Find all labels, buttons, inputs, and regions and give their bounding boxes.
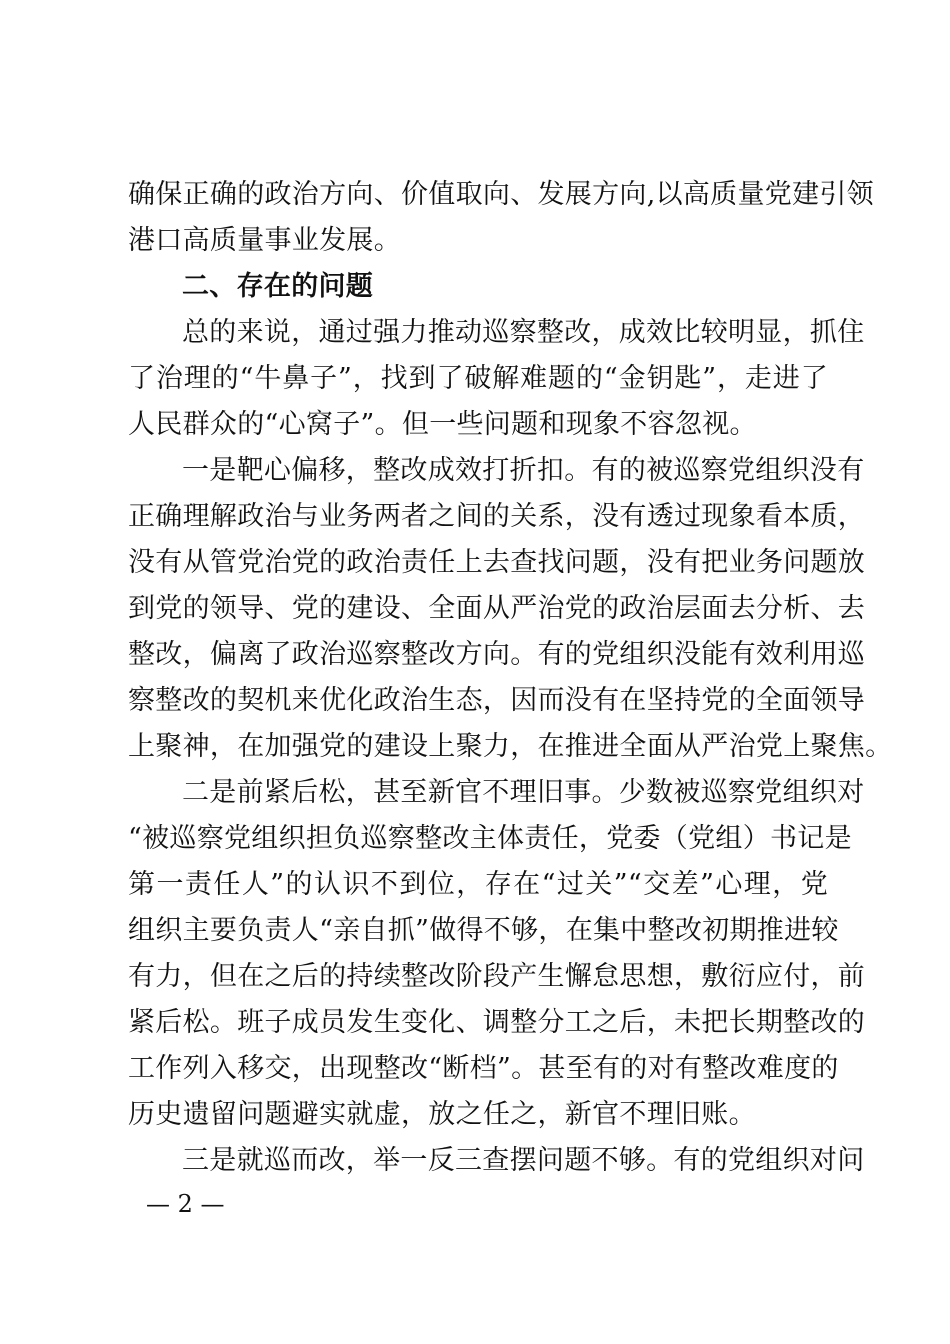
section-heading: 二、存在的问题 (182, 271, 374, 302)
text-line: 了治理的“牛鼻子”，找到了破解难题的“金钥匙”，走进了 (128, 363, 828, 394)
text-line: 上聚神，在加强党的建设上聚力，在推进全面从严治党上聚焦。 (128, 731, 893, 762)
text-line: 第一责任人”的认识不到位，存在“过关”“交差”心理，党 (128, 869, 828, 900)
text-line: 历史遗留问题避实就虚，放之任之，新官不理旧账。 (128, 1099, 756, 1130)
text-line: 没有从管党治党的政治责任上去查找问题，没有把业务问题放 (128, 547, 866, 578)
text-line: “被巡察党组织担负巡察整改主体责任，党委（党组）书记是 (128, 823, 852, 854)
text-line: 有力，但在之后的持续整改阶段产生懈怠思想，敷衍应付，前 (128, 961, 866, 992)
text-line: 紧后松。班子成员发生变化、调整分工之后，未把长期整改的 (128, 1007, 866, 1038)
text-line: 到党的领导、党的建设、全面从严治党的政治层面去分析、去 (128, 593, 866, 624)
text-line: 组织主要负责人“亲自抓”做得不够，在集中整改初期推进较 (128, 915, 839, 946)
text-line: 整改，偏离了政治巡察整改方向。有的党组织没能有效利用巡 (128, 639, 866, 670)
text-line: 正确理解政治与业务两者之间的关系，没有透过现象看本质， (128, 501, 866, 532)
text-line: 港口高质量事业发展。 (128, 225, 401, 256)
body-text (128, 172, 893, 1184)
text-line: 察整改的契机来优化政治生态，因而没有在坚持党的全面领导 (128, 685, 866, 716)
text-line: 人民群众的“心窝子”。但一些问题和现象不容忽视。 (128, 409, 757, 440)
paragraph-first-line: 二是前紧后松，甚至新官不理旧事。少数被巡察党组织对 (182, 777, 865, 808)
paragraph-first-line: 一是靶心偏移，整改成效打折扣。有的被巡察党组织没有 (182, 455, 865, 486)
paragraph-first-line: 三是就巡而改，举一反三查摆问题不够。有的党组织对问 (182, 1145, 865, 1176)
paragraph-first-line: 总的来说，通过强力推动巡察整改，成效比较明显，抓住 (182, 317, 865, 348)
page-number: — 2 — (146, 1190, 225, 1218)
text-line: 确保正确的政治方向、价值取向、发展方向,以高质量党建引领 (128, 179, 874, 210)
text-line: 工作列入移交，出现整改“断档”。甚至有的对有整改难度的 (128, 1053, 839, 1084)
